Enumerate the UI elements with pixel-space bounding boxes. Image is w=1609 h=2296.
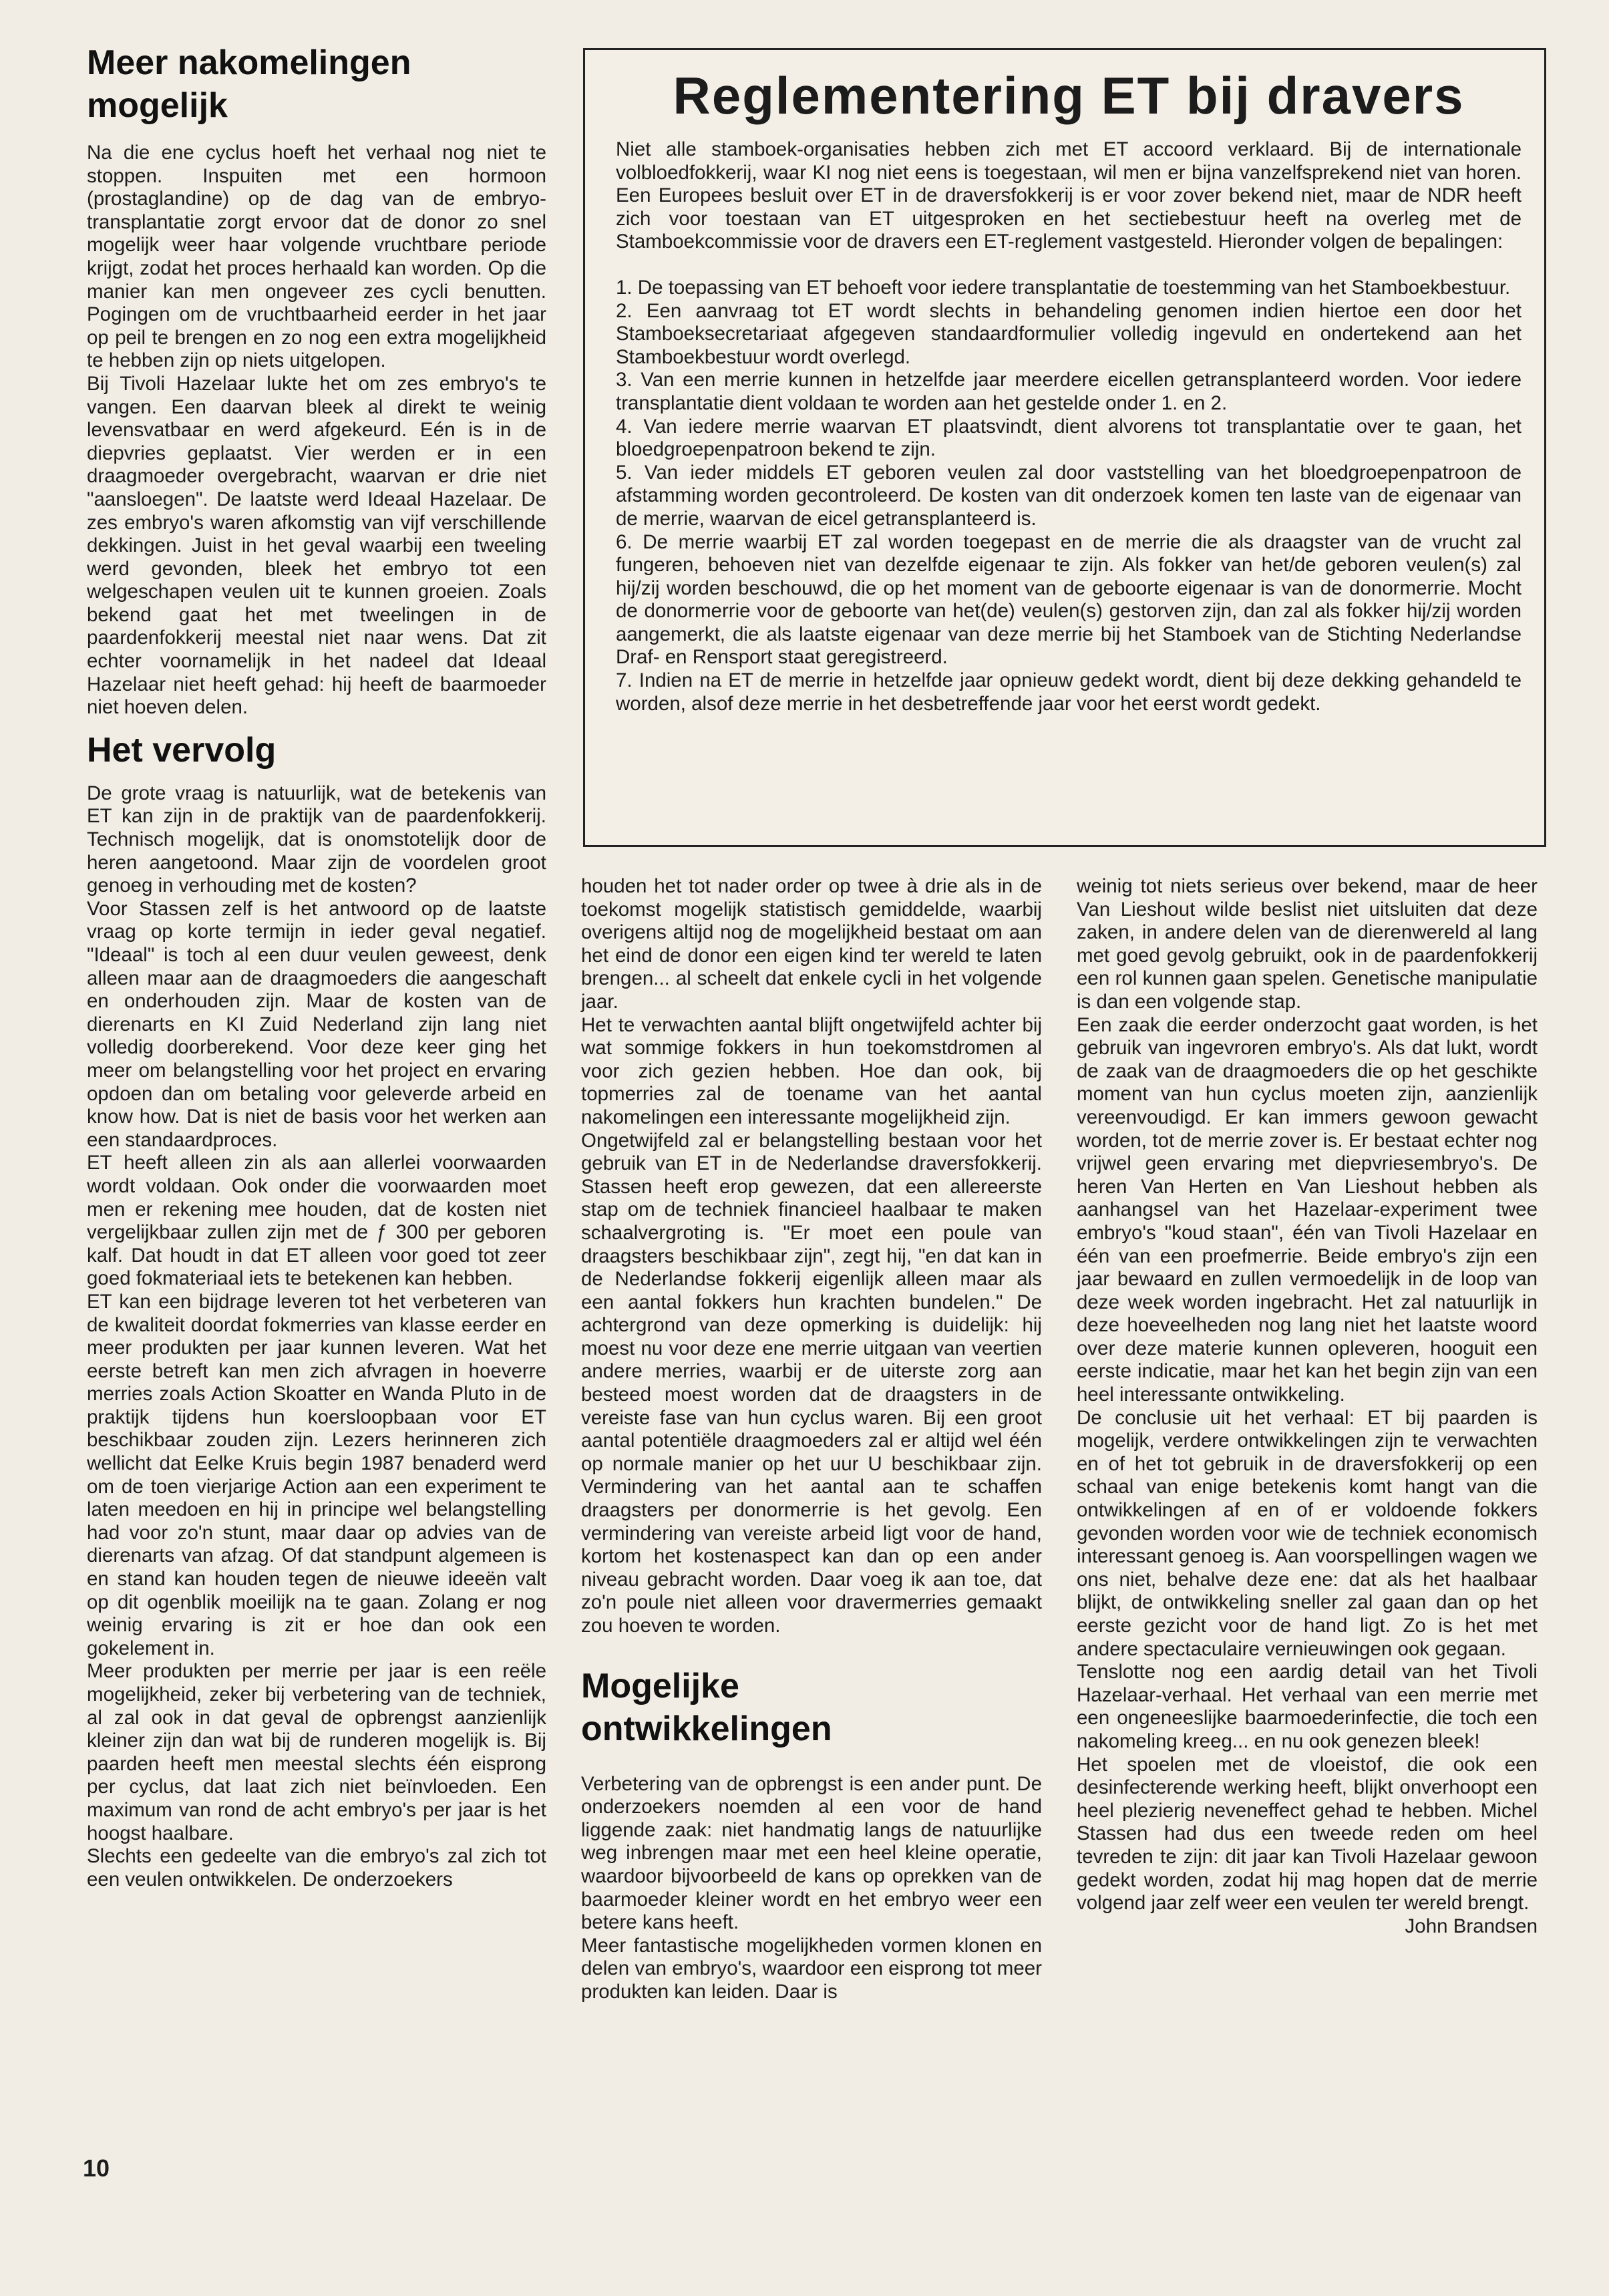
paragraph: Na die ene cyclus hoeft het verhaal nog niet te stoppen. Inspuiten met een hormoon (prostaglandine) op de dag van de embryo-transplantatie zorgt ervoor dat de donor zo snel mogelijk weer haar volgende vruchtbare periode krijgt, zodat het proces herhaald kan worden. Op die manier kan men ongeveer zes cycli benutten. Pogingen om de vruchtbaarheid eerder in het jaar op peil te brengen en zo nog een extra mogelijkheid te hebben zijn op niets uitgelopen. bbox=[87, 142, 546, 372]
paragraph: Voor Stassen zelf is het antwoord op de laatste vraag op korte termijn in ieder geval negatief. "Ideaal" is toch al een duur veulen geweest, denk alleen maar aan de draagmoeders die aangeschaft en onderhouden zijn. Maar de kosten van de dierenarts en KI Zuid Nederland zijn lang niet volledig doorberekend. Voor deze keer ging het meer om belangstelling voor het project en ervaring opdoen dan om betaling voor geleverde arbeid en know how. Dat is niet de basis voor het werken aan een standaardproces. bbox=[87, 897, 546, 1151]
regulation-item: 2. Een aanvraag tot ET wordt slechts in behandeling genomen indien hiertoe een door het Stamboeksecretariaat afgegeven standaardformulier volledig ingevuld en ondertekend aan het Stamboekbestuur wordt overlegd. bbox=[616, 299, 1522, 368]
paragraph: Slechts een gedeelte van die embryo's zal zich tot een veulen ontwikkelen. De onderzoekers bbox=[87, 1845, 546, 1891]
paragraph: ET kan een bijdrage leveren tot het verbeteren van de kwaliteit doordat fokmerries van klasse eerder en meer produkten per jaar kunnen leveren. Wat het eerste betreft kan men zich afvragen in hoeverre merries zoals Action Skoatter en Wanda Pluto in de praktijk tijdens hun koersloopbaan voor ET beschikbaar zouden zijn. Lezers herinneren zich wellicht dat Eelke Kruis begin 1987 benaderd werd om de toen vierjarige Action aan een experiment te laten meedoen en hij in principe wel belangstelling had voor zo'n stunt, maar daar op advies van de dierenarts van afzag. Of dat standpunt algemeen is en stand kan houden tegen de nieuwe ideeën valt op dit ogenblik moeilijk na te gaan. Zolang er nog weinig ervaring is zit er hoe dan ook een gokelement in. bbox=[87, 1290, 546, 1659]
paragraph: Een zaak die eerder onderzocht gaat worden, is het gebruik van ingevroren embryo's. Als dat lukt, wordt de zaak van de draagmoeders die op het geschikte moment van hun cyclus moeten zijn, aanzienlijk vereenvoudigd. Er kan immers gewoon gewacht worden, tot de merrie zover is. Er bestaat echter nog vrijwel geen ervaring met diepvriesembryo's. De heren Van Herten en Van Lieshout hebben als aanhangsel van het Hazelaar-experiment twee embryo's "koud staan", één van Tivoli Hazelaar en één van een proefmerrie. Beide embryo's zijn een jaar bewaard en zullen vermoedelijk in de loop van deze week worden ingebracht. Het zal natuurlijk in deze hoeveelheden nog lang niet het laatste woord over deze materie kunnen opleveren, hooguit een eerste indicatie, maar het kan het begin zijn van een heel interessante ontwikkeling. bbox=[1077, 1013, 1538, 1406]
paragraph: Meer produkten per merrie per jaar is een reële mogelijkheid, zeker bij verbetering van de techniek, al zal ook in dat geval de opbrengst aanzienlijk kleiner zijn dan wat bij de runderen mogelijk is. Bij paarden heeft men meestal slechts één eisprong per cyclus, dat laat zich niet beïnvloeden. Een maximum van rond de acht embryo's per jaar is het hoogst haalbare. bbox=[87, 1660, 546, 1844]
paragraph: Bij Tivoli Hazelaar lukte het om zes embryo's te vangen. Een daarvan bleek al direkt te weinig levensvatbaar en werd afgekeurd. Eén is in de diepvries geplaatst. Vier werden er in een draagmoeder overgebracht, waarvan er drie niet "aansloegen". De laatste werd Ideaal Hazelaar. De zes embryo's waren afkomstig van vijf verschillende dekkingen. Juist in het geval waarbij een tweeling werd gevonden, bleek het embryo tot een welgeschapen veulen uit te kunnen groeien. Zoals bekend gaat het met tweelingen in de paardenfokkerij meestal niet naar wens. Dat zit echter voornamelijk in het nadeel dat Ideaal Hazelaar niet heeft gehad: hij heeft de baarmoeder niet hoeven delen. bbox=[87, 372, 546, 719]
regulation-box bbox=[583, 48, 1546, 847]
author-signature: John Brandsen bbox=[1405, 1915, 1538, 1937]
regulation-item: 3. Van een merrie kunnen in hetzelfde jaar meerdere eicellen getransplanteerd worden. Voor iedere transplantatie dient voldaan te worden aan het gestelde onder 1. en 2. bbox=[616, 369, 1522, 414]
box-body bbox=[616, 138, 1522, 715]
box-intro: Niet alle stamboek-organisaties hebben zich met ET accoord verklaard. Bij de internationale volbloedfokkerij, waar KI nog niet eens is toegestaan, wil men er bijna vanzelfsprekend niet van horen. Een Europees besluit over ET in de draversfokkerij is er voor zover bekend niet, maar de NDR heeft zich voor toestaan van ET uitgesproken en het sectiebestuur heeft na overleg met de Stamboekcommissie voor de dravers een ET-reglement vastgesteld. Hieronder volgen de bepalingen: bbox=[616, 138, 1522, 253]
middle-column bbox=[581, 875, 1042, 2004]
regulation-item: 4. Van iedere merrie waarvan ET plaatsvindt, dient alvorens tot transplantatie over te gaan, het bloedgroepenpatroon bekend te zijn. bbox=[616, 415, 1522, 461]
heading-het-vervolg: Het vervolg bbox=[87, 730, 277, 770]
paragraph: Meer fantastische mogelijkheden vormen klonen en delen van embryo's, waardoor een eisprong tot meer produkten kan leiden. Daar is bbox=[581, 1934, 1042, 2003]
page-number: 10 bbox=[83, 2154, 110, 2182]
box-title: Reglementering ET bij dravers bbox=[673, 66, 1465, 125]
paragraph: De conclusie uit het verhaal: ET bij paarden is mogelijk, verdere ontwikkelingen zijn te verwachten en of het tot gebruik in de draversfokkerij op een schaal van enige betekenis komt hangt van die ontwikkelingen af en of er voldoende fokkers gevonden worden voor wie de techniek economisch interessant genoeg is. Aan voorspellingen wagen we ons niet, behalve deze ene: dat als het haalbaar blijkt, de ontwikkeling sneller zal gaan dan op het eerste gezicht voor de hand ligt. Zo is het met andere spectaculaire vernieuwingen ook gegaan. bbox=[1077, 1406, 1538, 1660]
heading-meer-nakomelingen: Meer nakomelingen mogelijk bbox=[87, 43, 411, 125]
paragraph: Tenslotte nog een aardig detail van het Tivoli Hazelaar-verhaal. Het verhaal van een merrie met een ongeneeslijke baarmoederinfectie, die toch een nakomeling kreeg... en nu ook genezen bleek! bbox=[1077, 1661, 1538, 1752]
paragraph: ET heeft alleen zin als aan allerlei voorwaarden wordt voldaan. Ook onder die voorwaarden moet men er rekening mee houden, dat de kosten niet vergelijkbaar zullen zijn met de ƒ 300 per geboren kalf. Dat houdt in dat ET alleen voor goed tot zeer goed fokmateriaal iets te betekenen kan hebben. bbox=[87, 1152, 546, 1290]
regulation-item: 7. Indien na ET de merrie in hetzelfde jaar opnieuw gedekt wordt, dient bij deze dekking gehandeld te worden, alsof deze merrie in het desbetreffende jaar voor het eerst wordt gedekt. bbox=[616, 669, 1522, 715]
regulation-item: 5. Van ieder middels ET geboren veulen zal door vaststelling van het bloedgroepenpatroon de afstamming worden gecontroleerd. De kosten van dit onderzoek komen ten laste van de eigenaar van de merrie, waarvan de eicel getransplanteerd is. bbox=[616, 461, 1522, 530]
paragraph: Het spoelen met de vloeistof, die ook een desinfecterende werking heeft, blijkt onverhoopt een heel plezierig neveneffect gehad te hebben. Michel Stassen had dus een tweede reden om heel tevreden te zijn: dit jaar kan Tivoli Hazelaar gewoon gedekt worden, zodat hij mag hopen dat de merrie volgend jaar zelf weer een veulen ter wereld brengt. bbox=[1077, 1753, 1538, 1915]
left-column bbox=[87, 41, 546, 1891]
paragraph: De grote vraag is natuurlijk, wat de betekenis van ET kan zijn in de praktijk van de paardenfokkerij. Technisch mogelijk, dat is onomstotelijk door de heren aangetoond. Maar zijn de voordelen groot genoeg in verhouding met de kosten? bbox=[87, 782, 546, 897]
paragraph: weinig tot niets serieus over bekend, maar de heer Van Lieshout wilde beslist niet uitsluiten dat deze zaken, in andere delen van de dierenwereld al lang met goed gevolg gebruikt, ook in de paardenfokkerij een rol kunnen gaan spelen. Genetische manipulatie is dan een volgende stap. bbox=[1077, 875, 1538, 1013]
paragraph: houden het tot nader order op twee à drie als in de toekomst mogelijk statistisch gemiddelde, waarbij overigens altijd nog de mogelijkheid bestaat om aan het eind de donor een eigen kind ter wereld te laten brengen... al scheelt dat enkele cycli in het volgende jaar. bbox=[581, 875, 1042, 1013]
right-column bbox=[1077, 875, 1538, 1938]
paragraph: Verbetering van de opbrengst is een ander punt. De onderzoekers noemden al een voor de hand liggende zaak: niet handmatig langs de natuurlijke weg inbrengen maar met een heel kleine operatie, waardoor bijvoorbeeld de kans op oprekken van de baarmoeder kleiner wordt en het embryo weer een betere kans heeft. bbox=[581, 1772, 1042, 1934]
heading-mogelijke-ontwikkelingen: Mogelijke ontwikkelingen bbox=[581, 1666, 832, 1748]
paragraph: Het te verwachten aantal blijft ongetwijfeld achter bij wat sommige fokkers in hun toekomstdromen al voor zich gezien hebben. Hoe dan ook, bij topmerries zal de toename van het aantal nakomelingen een interessante mogelijkheid zijn. bbox=[581, 1013, 1042, 1128]
regulation-item: 6. De merrie waarbij ET zal worden toegepast en de merrie die als draagster van de vrucht zal fungeren, behoeven niet van dezelfde eigenaar te zijn. Als fokker van het/de geboren veulen(s) zal hij/zij worden beschouwd, die op het moment van de geboorte eigenaar is van de donormerrie. Mocht de donormerrie voor de geboorte van het(de) veulen(s) gestorven zijn, dan zal als fokker hij/zij worden aangemerkt, die als laatste eigenaar van deze merrie bij het Stamboek van de Stichting Nederlandse Draf- en Rensport staat geregistreerd. bbox=[616, 530, 1522, 669]
regulation-item: 1. De toepassing van ET behoeft voor iedere transplantatie de toestemming van het Stamboekbestuur. bbox=[616, 276, 1511, 299]
paragraph: Ongetwijfeld zal er belangstelling bestaan voor het gebruik van ET in de Nederlandse draversfokkerij. Stassen heeft erop gewezen, dat een allereerste stap om de techniek financieel haalbaar te maken schaalvergroting is. "Er moet een poule van draagsters beschikbaar zijn", zegt hij, "en dat kan in de Nederlandse fokkerij eigenlijk alleen maar als een aantal fokkers hun krachten bundelen." De achtergrond van deze opmerking is duidelijk: hij moest nu voor deze ene merrie uitgaan van veertien andere merries, waarbij er de uiterste zorg aan besteed moest worden dat de draagsters in de vereiste fase van hun cyclus waren. Bij een groot aantal potentiële draagmoeders zal er altijd wel één op normale manier op het uur U beschikbaar zijn. Vermindering van het aantal aan te schaffen draagsters per donormerrie is het gevolg. Een vermindering van vereiste arbeid ligt voor de hand, kortom het kostenaspect kan dan op een ander niveau gebracht worden. Daar voeg ik aan toe, dat zo'n poule niet alleen voor dravermerries gemaakt zou hoeven te worden. bbox=[581, 1129, 1042, 1637]
